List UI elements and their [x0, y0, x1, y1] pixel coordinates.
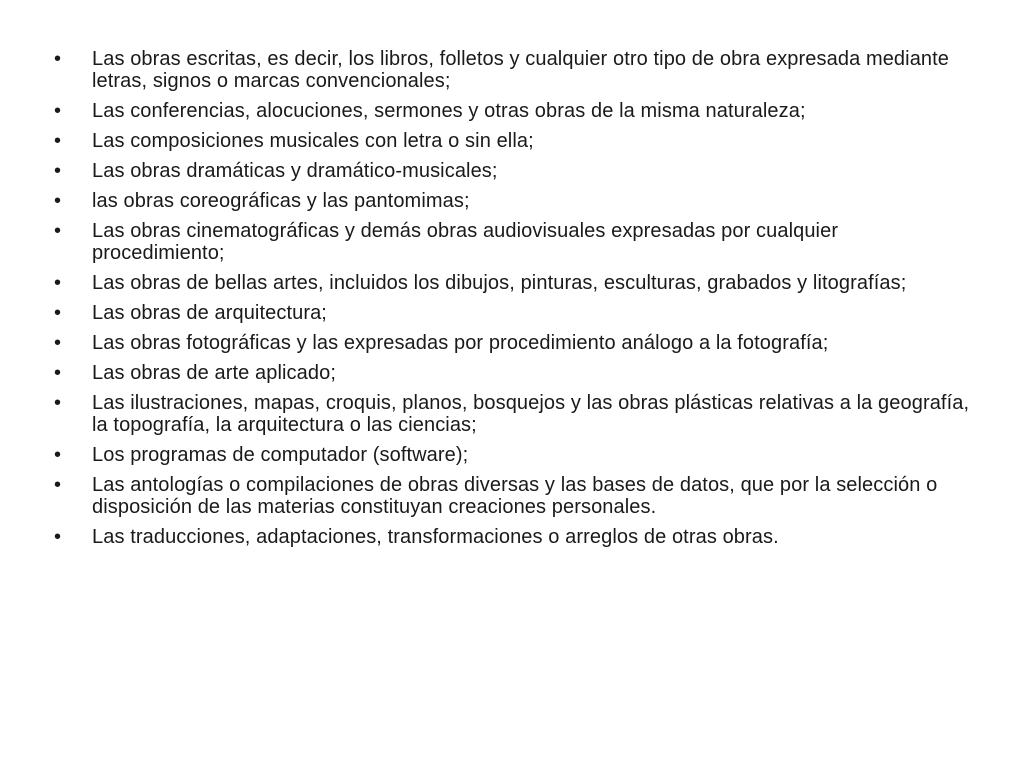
bullet-icon: •: [54, 190, 62, 212]
list-item: [50, 474, 974, 518]
bullet-icon: •: [54, 160, 62, 182]
list-item: [50, 130, 974, 152]
list-item: [50, 302, 974, 324]
list-item-text: Las obras escritas, es decir, los libros, folletos y cualquier otro tipo de obra expresada mediante letras, signos o marcas convencionales;: [92, 48, 950, 92]
list-item-text: las obras coreográficas y las pantomimas;: [92, 190, 470, 212]
bullet-icon: •: [54, 100, 62, 122]
bullet-icon: •: [54, 526, 62, 548]
list-item: [50, 272, 974, 294]
bullet-icon: •: [54, 362, 62, 384]
list-item-text: Las antologías o compilaciones de obras diversas y las bases de datos, que por la selección o disposición de las materias constituyan creaciones personales.: [92, 474, 938, 518]
list-item-text: Las traducciones, adaptaciones, transformaciones o arreglos de otras obras.: [92, 526, 779, 548]
list-item-text: Los programas de computador (software);: [92, 444, 469, 466]
bullet-icon: •: [54, 48, 62, 70]
list-item: [50, 190, 974, 212]
bullet-icon: •: [54, 220, 62, 242]
list-item: [50, 526, 974, 548]
bullet-list: [50, 48, 974, 548]
list-item-text: Las obras de bellas artes, incluidos los dibujos, pinturas, esculturas, grabados y litografías;: [92, 272, 907, 294]
list-item-text: Las obras de arte aplicado;: [92, 362, 336, 384]
list-item-text: Las ilustraciones, mapas, croquis, planos, bosquejos y las obras plásticas relativas a la geografía, la topografía, la arquitectura o las ciencias;: [92, 392, 970, 436]
bullet-icon: •: [54, 302, 62, 324]
list-item-text: Las conferencias, alocuciones, sermones y otras obras de la misma naturaleza;: [92, 100, 806, 122]
bullet-icon: •: [54, 474, 62, 496]
bullet-icon: •: [54, 332, 62, 354]
bullet-icon: •: [54, 272, 62, 294]
list-item-text: Las obras cinematográficas y demás obras audiovisuales expresadas por cualquier procedimiento;: [92, 220, 839, 264]
bullet-icon: •: [54, 130, 62, 152]
list-item: [50, 220, 974, 264]
list-item-text: Las obras de arquitectura;: [92, 302, 327, 324]
bullet-icon: •: [54, 444, 62, 466]
list-item: [50, 48, 974, 92]
list-item-text: Las composiciones musicales con letra o sin ella;: [92, 130, 534, 152]
list-item: [50, 444, 974, 466]
list-item: [50, 100, 974, 122]
list-item: [50, 160, 974, 182]
list-item: [50, 362, 974, 384]
list-item: [50, 392, 974, 436]
list-item-text: Las obras fotográficas y las expresadas por procedimiento análogo a la fotografía;: [92, 332, 829, 354]
list-item-text: Las obras dramáticas y dramático-musicales;: [92, 160, 498, 182]
bullet-icon: •: [54, 392, 62, 414]
list-item: [50, 332, 974, 354]
